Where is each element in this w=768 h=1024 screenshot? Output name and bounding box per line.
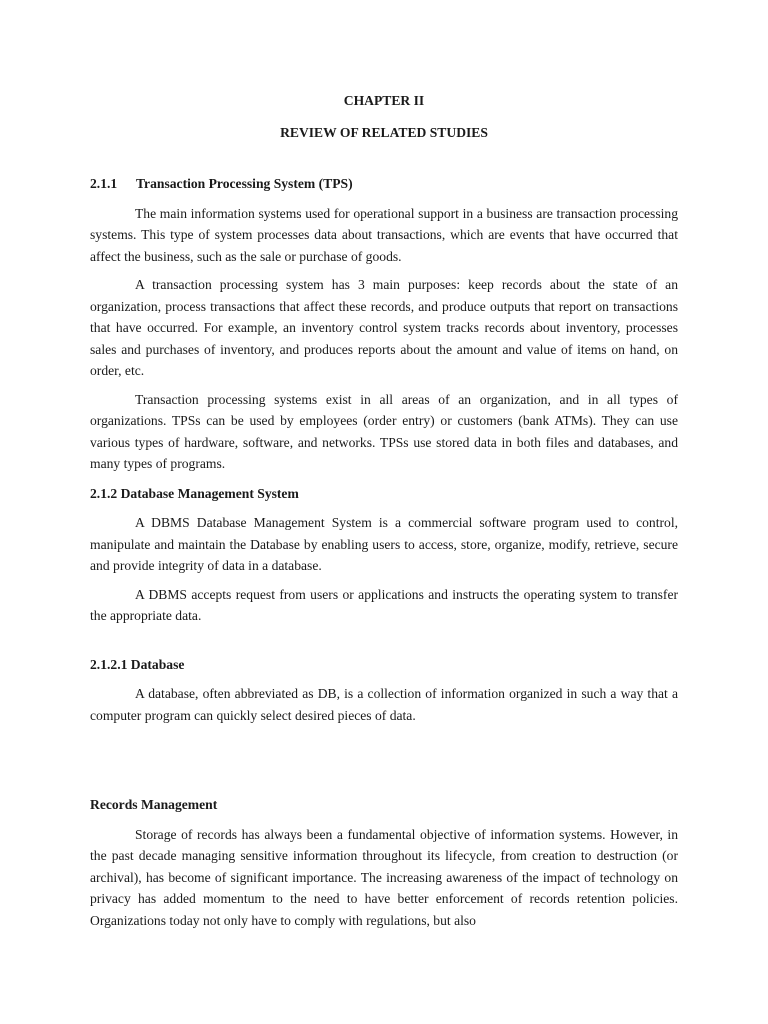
paragraph: A DBMS accepts request from users or applications and instructs the operating system to transfer the appropriate data. [90, 586, 678, 623]
paragraph: A transaction processing system has 3 main purposes: keep records about the state of an organization, process transactions that affect these records, and produce outputs that report on transactions that have occurred. For example, an inventory control system tracks records about inventory, processes sales and purchases of inventory, and produces reports about the amount and value of items on hand, on order, etc. [90, 277, 678, 378]
chapter-title: CHAPTER II [343, 93, 425, 108]
paragraph: A database, often abbreviated as DB, is a collection of information organized in such a way that a computer program can quickly select desired pieces of data. [90, 686, 678, 723]
paragraph: A DBMS Database Management System is a commercial software program used to control, manipulate and maintain the Database by enabling users to access, store, organize, modify, retrieve, secure and provide integrity of data in a database. [90, 515, 678, 573]
section-heading-database: 2.1.2.1 Database [90, 656, 185, 672]
paragraph: Transaction processing systems exist in all areas of an organization, and in all types of organizations. TPSs can be used by employees (order entry) or customers (bank ATMs). They can use various types of hardware, software, and networks. TPSs use stored data in both files and databases, and many types of programs. [90, 391, 678, 471]
document-page [90, 90, 678, 931]
paragraph: The main information systems used for operational support in a business are transaction processing systems. This type of system processes data about transactions, which are events that have occurred that affect the business, such as the sale or purchase of goods. [90, 205, 678, 264]
section-heading-dbms: 2.1.2 Database Management System [90, 485, 299, 501]
section-title: Transaction Processing System (TPS) [136, 176, 353, 191]
paragraph: Storage of records has always been a fundamental objective of information systems. However, in the past decade managing sensitive information throughout its lifecycle, from creation to destruction (or archival), has become of significant importance. The increasing awareness of the impact of technology on privacy has added momentum to the need to have better enforcement of records retention policies. Organizations today not only have to comply with regulations, but also [90, 826, 678, 928]
section-heading-tps [90, 173, 678, 195]
section-number: 2.1.1 [90, 176, 118, 191]
chapter-subtitle: REVIEW OF RELATED STUDIES [280, 124, 488, 140]
section-heading-records: Records Management [90, 797, 218, 812]
